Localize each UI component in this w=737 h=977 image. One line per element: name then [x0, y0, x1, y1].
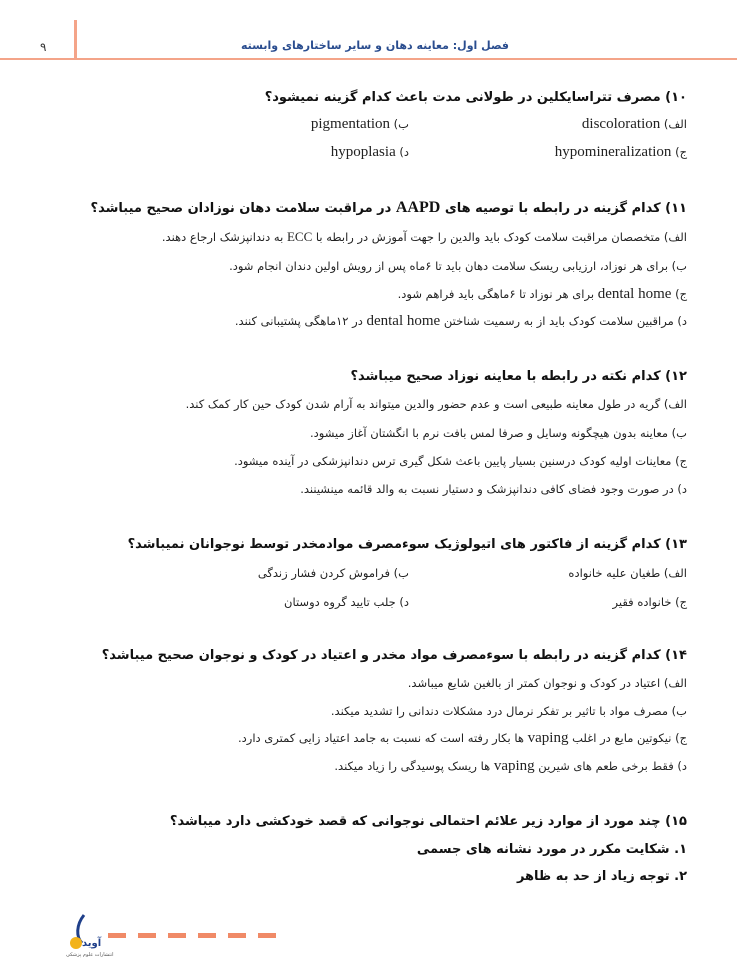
q10-option-a-prefix: الف) [660, 117, 687, 131]
q11-d-dental-home: dental home [366, 313, 441, 329]
q10-option-b-prefix: ب) [390, 117, 409, 131]
q11-c-prefix: ج) [671, 287, 687, 301]
q14-d-part2: ها ریسک پوسیدگی را زیاد میکند. [334, 759, 494, 773]
q10-option-c [555, 144, 687, 161]
q10-option-a-text: discoloration [581, 116, 661, 132]
q11-option-b: ب) برای هر نوزاد، ارزیابی ریسک سلامت دهان باید تا ۶ماه پس از رویش اولین دندان انجام شود. [229, 259, 687, 273]
q11-a-ecc: ECC [286, 229, 313, 244]
q15-item-1: ۱. شکایت مکرر در مورد نشانه های جسمی [416, 842, 687, 857]
q11-title-part1: ۱۱) کدام گزینه در رابطه با توصیه های [440, 201, 687, 216]
q14-c-part1: ج) نیکوتین مایع در اغلب [568, 731, 687, 745]
q11-a-part2: به دندانپزشک ارجاع دهند. [161, 230, 287, 244]
question-11-title [91, 199, 687, 217]
footer-dash [108, 933, 126, 938]
q11-option-a [162, 229, 687, 245]
q14-option-b: ب) مصرف مواد با تاثیر بر تفکر نرمال درد مشکلات دندانی را تشدید میکند. [330, 704, 687, 718]
q12-option-c: ج) معاینات اولیه کودک درسنین بسیار پایین باعث شکل گیری ترس دندانپزشکی در آینده میشود. [234, 454, 687, 468]
q14-option-a: الف) اعتیاد در کودک و نوجوان کمتر از بالغین شایع میباشد. [407, 676, 687, 690]
q12-option-d: د) در صورت وجود فضای کافی دندانپزشک و دستیار نسبت به والد قائمه مینشینند. [300, 482, 687, 496]
chapter-title: فصل اول: معاینه دهان و سایر ساختارهای وابسته [241, 39, 509, 52]
q13-option-d: د) جلب تایید گروه دوستان [284, 595, 409, 609]
q14-d-vaping: vaping [493, 758, 535, 774]
q11-d-part2: در ۱۲ماهگی پشتیبانی کنند. [234, 314, 367, 328]
footer-dash [138, 933, 156, 938]
q10-option-b-text: pigmentation [310, 116, 391, 132]
q10-option-d [331, 144, 409, 161]
q10-option-d-text: hypoplasia [330, 144, 396, 160]
q14-option-d [334, 758, 687, 775]
q10-option-d-prefix: د) [395, 145, 409, 159]
q14-d-part1: د) فقط برخی طعم های شیرین [534, 759, 687, 773]
q11-c-part2: برای هر نوزاد تا ۶ماهگی باید فراهم شود. [397, 287, 598, 301]
q15-item-2: ۲. توجه زیاد از حد به ظاهر [516, 869, 687, 884]
header-divider [74, 20, 77, 60]
q12-option-b: ب) معاینه بدون هیچگونه وسایل و صرفا لمس بافت نرم با انگشتان آغاز میشود. [310, 426, 687, 440]
footer-dash [198, 933, 216, 938]
question-14-title: ۱۴) کدام گزینه در رابطه با سوءمصرف مواد مخدر و اعتیاد در کودک و نوجوان صحیح میباشد؟ [101, 648, 687, 663]
q12-option-a: الف) گریه در طول معاینه طبیعی است و عدم حضور والدین میتواند به آرام شدن کودک حین کار کمک کند. [185, 397, 687, 411]
q13-option-b: ب) فراموش کردن فشار زندگی [257, 566, 409, 580]
footer-dashes [108, 933, 308, 939]
header-rule [0, 58, 737, 60]
publisher-logo-subtitle: انتشارات علوم پزشکی [66, 952, 114, 958]
q11-option-c [398, 286, 687, 303]
footer-dash [228, 933, 246, 938]
q10-option-a [582, 116, 687, 133]
page-number: ۹ [40, 40, 47, 54]
q13-option-a: الف) طغیان علیه خانواده [568, 566, 687, 580]
q14-c-vaping: vaping [527, 730, 569, 746]
question-12-title: ۱۲) کدام نکته در رابطه با معاینه نوزاد صحیح میباشد؟ [350, 369, 687, 384]
q11-title-part2: در مراقبت سلامت دهان نوزادان صحیح میباشد؟ [90, 201, 396, 216]
question-13-title: ۱۳) کدام گزینه از فاکتور های اتیولوژیک سوءمصرف موادمخدر توسط نوجوانان نمیباشد؟ [127, 537, 687, 552]
q10-option-c-text: hypomineralization [554, 144, 672, 160]
q10-option-b [311, 116, 409, 133]
q11-option-d [235, 313, 687, 330]
q11-d-part1: د) مراقبین سلامت کودک باید از به رسمیت شناختن [440, 314, 687, 328]
q11-a-part1: الف) متخصصان مراقبت سلامت کودک باید والدین را جهت آموزش در رابطه با [312, 230, 687, 244]
footer-dash [258, 933, 276, 938]
q14-option-c [238, 730, 687, 747]
question-15-title: ۱۵) چند مورد از موارد زیر علائم احتمالی نوجوانی که قصد خودکشی دارد میباشد؟ [169, 814, 687, 829]
q14-c-part2: ها بکار رفته است که نسبت به جامد اعتیاد زایی کمتری دارد. [237, 731, 528, 745]
publisher-logo-text: آوید [82, 938, 102, 949]
q11-c-dental-home: dental home [597, 286, 672, 302]
q13-option-c: ج) خانواده فقیر [612, 595, 687, 609]
q11-title-aapd: AAPD [395, 199, 441, 216]
q10-option-c-prefix: ج) [671, 145, 687, 159]
question-10-title: ۱۰) مصرف تتراسایکلین در طولانی مدت باعث کدام گزینه نمیشود؟ [264, 90, 687, 105]
footer-dash [168, 933, 186, 938]
